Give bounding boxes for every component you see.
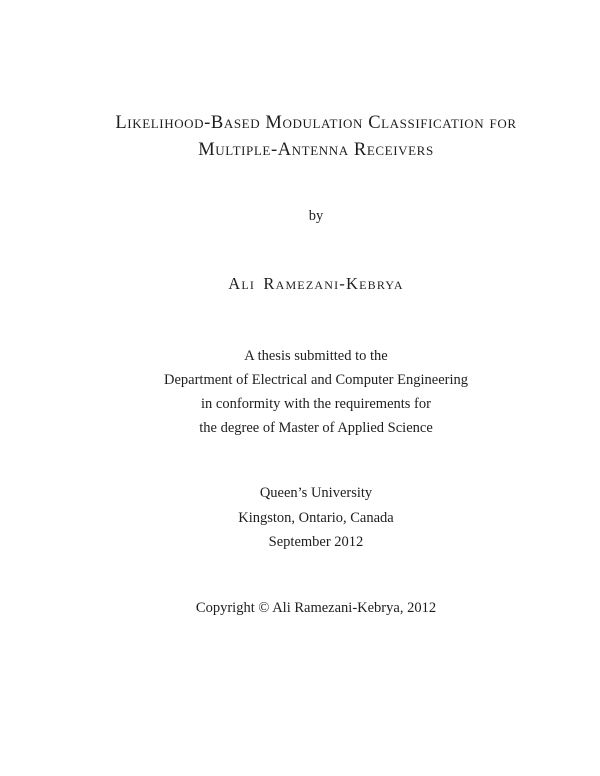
statement-line-4: the degree of Master of Applied Science <box>199 420 433 436</box>
copyright-line: Copyright © Ali Ramezani-Kebrya, 2012 <box>195 600 437 616</box>
institution-block <box>32 481 600 555</box>
byline: by <box>308 208 324 224</box>
title-line-2: Multiple-Antenna Receivers <box>198 140 434 160</box>
statement-line-1: A thesis submitted to the <box>244 348 388 364</box>
statement-line-3: in conformity with the requirements for <box>201 396 431 412</box>
institution-location: Kingston, Ontario, Canada <box>238 509 394 526</box>
submission-statement <box>32 344 600 440</box>
statement-line-2: Department of Electrical and Computer Engineering <box>164 372 468 388</box>
author-name: Ali Ramezani-Kebrya <box>228 274 404 293</box>
thesis-title <box>32 110 600 164</box>
university-name: Queen’s University <box>259 485 373 501</box>
title-line-1: Likelihood-Based Modulation Classification for <box>115 113 517 133</box>
submission-date: September 2012 <box>268 534 364 550</box>
